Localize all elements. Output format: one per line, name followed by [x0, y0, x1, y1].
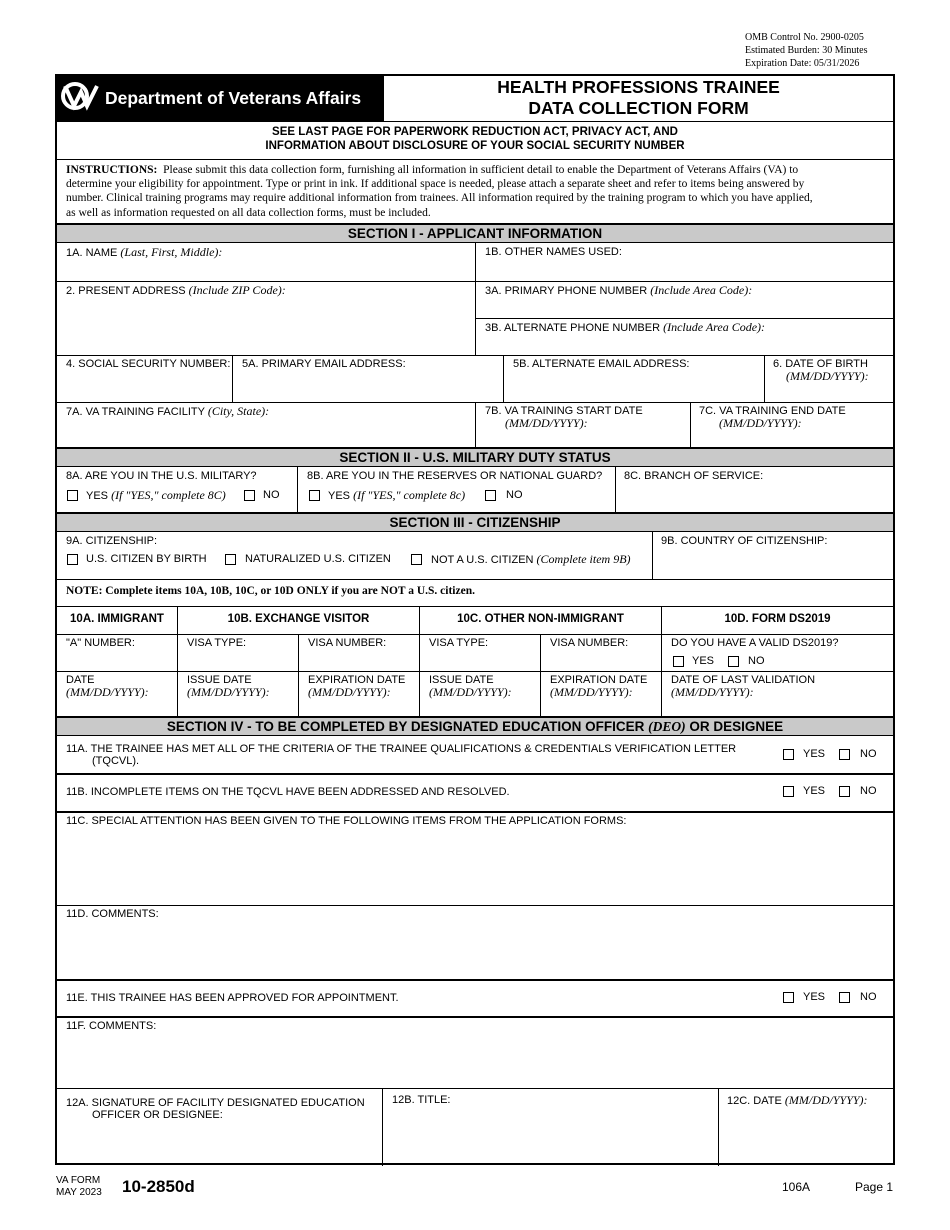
privacy-notice-line1: SEE LAST PAGE FOR PAPERWORK REDUCTION ACT, PRIVACY ACT, AND [272, 126, 678, 138]
field-10c-visa-type[interactable] [429, 637, 488, 649]
field-7c-label: 7C. VA TRAINING END DATE [699, 405, 846, 417]
label-8a-yes-hint: (If "YES," complete 8C) [111, 488, 226, 502]
field-10a-date[interactable] [66, 674, 149, 699]
field-10b-issue-label: ISSUE DATE [187, 674, 252, 686]
field-10b-exp-label: EXPIRATION DATE [308, 674, 406, 686]
privacy-notice [57, 125, 893, 153]
footer-va-form: VA FORM [56, 1175, 101, 1186]
field-11f-label: 11F. COMMENTS: [66, 1020, 157, 1032]
field-12b-label: 12B. TITLE: [392, 1094, 451, 1106]
footer-form-id [56, 1175, 102, 1199]
field-1a-label: 1A. NAME [66, 247, 121, 259]
field-3b-label: 3B. ALTERNATE PHONE NUMBER [485, 322, 664, 334]
field-9b-country[interactable] [661, 535, 827, 547]
field-3a-label: 3A. PRIMARY PHONE NUMBER [485, 285, 651, 297]
field-ds2019-question: DO YOU HAVE A VALID DS2019? [671, 637, 839, 649]
header-10c: 10C. OTHER NON-IMMIGRANT [457, 613, 624, 625]
field-5b-alternate-email[interactable] [513, 358, 689, 370]
section4-title: SECTION IV - TO BE COMPLETED BY DESIGNATED EDUCATION OFFICER [166, 719, 649, 734]
field-1b-label: 1B. OTHER NAMES USED: [485, 246, 622, 258]
field-12a-line2: OFFICER OR DESIGNEE: [92, 1109, 223, 1121]
header-10b: 10B. EXCHANGE VISITOR [227, 613, 370, 625]
instructions-line2: determine your eligibility for appointment. Type or print in ink. If additional space is needed, please attach a separate sheet and refer to items being answered by [66, 178, 805, 191]
field-11a-label [66, 743, 736, 767]
field-9a-label: 9A. CITIZENSHIP: [66, 535, 158, 547]
field-10a-date-hint: (MM/DD/YYYY): [66, 685, 149, 699]
checkbox-11b-yes[interactable] [783, 786, 794, 797]
field-3a-hint: (Include Area Code): [650, 283, 753, 297]
checkbox-8a-yes[interactable] [67, 490, 78, 501]
field-10b-issue-date[interactable] [187, 674, 270, 699]
label-8b-yes-text: YES [328, 490, 354, 502]
field-10b-visa-type-label: VISA TYPE: [187, 637, 247, 649]
field-11a-line2: (TQCVL). [92, 755, 140, 767]
omb-burden: Estimated Burden: 30 Minutes [745, 45, 868, 56]
instructions-line4: as well as information requested on all data collection forms, must be included. [66, 206, 431, 219]
label-8a-yes-text: YES [86, 490, 112, 502]
field-8c-label: 8C. BRANCH OF SERVICE: [624, 470, 764, 482]
checkbox-us-citizen-birth[interactable] [67, 554, 78, 565]
field-7a-facility[interactable] [66, 405, 269, 418]
field-3b-hint: (Include Area Code): [663, 320, 766, 334]
omb-block [745, 31, 868, 70]
checkbox-11e-yes[interactable] [783, 992, 794, 1003]
checkbox-naturalized[interactable] [225, 554, 236, 565]
section2-header: SECTION II - U.S. MILITARY DUTY STATUS [57, 447, 893, 467]
field-8b-label: 8B. ARE YOU IN THE RESERVES OR NATIONAL GUARD? [307, 470, 603, 482]
field-8a-label: 8A. ARE YOU IN THE U.S. MILITARY? [66, 470, 257, 482]
field-12b-title[interactable] [392, 1094, 451, 1106]
field-a-number[interactable] [66, 637, 135, 649]
label-ds2019-yes: YES [692, 655, 715, 667]
field-11c-label: 11C. SPECIAL ATTENTION HAS BEEN GIVEN TO THE FOLLOWING ITEMS FROM THE APPLICATION FORMS: [66, 815, 627, 827]
field-3b-alternate-phone[interactable] [485, 321, 765, 334]
field-1a-hint: (Last, First, Middle): [120, 245, 223, 259]
field-12a-line1: 12A. SIGNATURE OF FACILITY DESIGNATED EDUCATION [66, 1097, 365, 1109]
field-10c-exp-label: EXPIRATION DATE [550, 674, 648, 686]
field-10c-issue-hint: (MM/DD/YYYY): [429, 685, 512, 699]
citizenship-note: NOTE: Complete items 10A, 10B, 10C, or 10D ONLY if you are NOT a U.S. citizen. [66, 585, 475, 597]
field-7b-hint: (MM/DD/YYYY): [505, 416, 588, 430]
instructions-line1: Please submit this data collection form, furnishing all information in sufficient detail to enable the Department of Veterans Affairs (VA) to [163, 164, 799, 176]
field-12c-label: 12C. DATE [727, 1095, 785, 1107]
footer-date: MAY 2023 [56, 1187, 102, 1198]
field-11b-label: 11B. INCOMPLETE ITEMS ON THE TQCVL HAVE BEEN ADDRESSED AND RESOLVED. [66, 786, 510, 798]
label-8a-no: NO [263, 489, 280, 501]
label-ds2019-no: NO [748, 655, 765, 667]
label-11b-no: NO [860, 785, 877, 797]
field-11d-comments[interactable] [66, 908, 159, 920]
field-a-number-label: "A" NUMBER: [66, 637, 135, 649]
agency-name: Department of Veterans Affairs [105, 88, 362, 108]
field-1a-name[interactable] [66, 246, 222, 259]
field-12a-signature[interactable] [66, 1097, 365, 1121]
checkbox-11a-no[interactable] [839, 749, 850, 760]
label-8b-no: NO [506, 489, 523, 501]
field-6-label: 6. DATE OF BIRTH [773, 358, 868, 370]
field-10c-visa-number-label: VISA NUMBER: [550, 637, 629, 649]
field-10b-expiration-date[interactable] [308, 674, 405, 699]
field-10d-last-val-hint: (MM/DD/YYYY): [671, 685, 754, 699]
va-seal-icon [61, 80, 99, 112]
field-10d-last-val-label: DATE OF LAST VALIDATION [671, 674, 816, 686]
checkbox-ds2019-yes[interactable] [673, 656, 684, 667]
section4-title-deo: (DEO) [648, 719, 686, 734]
label-11e-no: NO [860, 991, 877, 1003]
field-5a-label: 5A. PRIMARY EMAIL ADDRESS: [242, 358, 406, 370]
checkbox-11a-yes[interactable] [783, 749, 794, 760]
field-4-ssn[interactable] [66, 358, 230, 370]
header-10d: 10D. FORM DS2019 [724, 613, 831, 625]
field-1b-other-names[interactable] [485, 246, 622, 258]
field-10c-issue-label: ISSUE DATE [429, 674, 494, 686]
checkbox-ds2019-no[interactable] [728, 656, 739, 667]
checkbox-8b-no[interactable] [485, 490, 496, 501]
field-10b-exp-hint: (MM/DD/YYYY): [308, 685, 391, 699]
form-title [384, 77, 893, 119]
section4-header [57, 716, 893, 736]
label-not-citizen-hint: (Complete item 9B) [536, 552, 631, 566]
field-10b-visa-number[interactable] [308, 637, 386, 649]
label-not-citizen-text: NOT A U.S. CITIZEN [431, 554, 537, 566]
form-page [55, 74, 895, 1165]
label-11a-yes: YES [803, 748, 826, 760]
field-2-address[interactable] [66, 284, 286, 297]
label-us-citizen-birth: U.S. CITIZEN BY BIRTH [86, 553, 207, 565]
form-title-line2: DATA COLLECTION FORM [528, 98, 749, 118]
field-11a-line1: 11A. THE TRAINEE HAS MET ALL OF THE CRITERIA OF THE TRAINEE QUALIFICATIONS & CREDENTIALS VERIFICATION LETTER [66, 743, 737, 755]
field-6-hint: (MM/DD/YYYY): [786, 369, 869, 383]
field-5b-label: 5B. ALTERNATE EMAIL ADDRESS: [513, 358, 690, 370]
section3-header: SECTION III - CITIZENSHIP [57, 512, 893, 532]
checkbox-11e-no[interactable] [839, 992, 850, 1003]
section4-title-tail: OR DESIGNEE [685, 719, 784, 734]
field-7c-hint: (MM/DD/YYYY): [719, 416, 802, 430]
field-11c-special-attention[interactable] [66, 815, 627, 827]
field-12c-date[interactable] [727, 1094, 868, 1107]
label-8b-yes [328, 489, 465, 502]
instructions-line3: number. Clinical training programs may require additional information from trainees. All information required by the training program to which you have applied, [66, 192, 813, 205]
field-7c-end-date[interactable] [699, 405, 846, 430]
checkbox-8b-yes[interactable] [309, 490, 320, 501]
field-7a-hint: (City, State): [207, 404, 270, 418]
field-10d-last-validation[interactable] [671, 674, 815, 699]
footer-form-number: 10-2850d [122, 1177, 195, 1196]
field-11d-label: 11D. COMMENTS: [66, 908, 159, 920]
field-11e-label: 11E. THIS TRAINEE HAS BEEN APPROVED FOR APPOINTMENT. [66, 992, 399, 1004]
label-11a-no: NO [860, 748, 877, 760]
field-5a-primary-email[interactable] [242, 358, 406, 370]
field-11f-comments[interactable] [66, 1020, 156, 1032]
field-6-dob[interactable] [773, 358, 869, 383]
field-4-label: 4. SOCIAL SECURITY NUMBER: [66, 358, 231, 370]
field-3a-primary-phone[interactable] [485, 284, 752, 297]
field-10a-date-label: DATE [66, 674, 95, 686]
privacy-notice-line2: INFORMATION ABOUT DISCLOSURE OF YOUR SOCIAL SECURITY NUMBER [265, 140, 685, 152]
label-naturalized: NATURALIZED U.S. CITIZEN [245, 553, 391, 565]
field-7b-start-date[interactable] [485, 405, 643, 430]
checkbox-not-citizen[interactable] [411, 554, 422, 565]
field-2-hint: (Include ZIP Code): [188, 283, 286, 297]
omb-control: OMB Control No. 2900-0205 [745, 32, 864, 43]
field-10c-exp-hint: (MM/DD/YYYY): [550, 685, 633, 699]
field-10c-visa-number[interactable] [550, 637, 628, 649]
checkbox-8a-no[interactable] [244, 490, 255, 501]
field-9b-label: 9B. COUNTRY OF CITIZENSHIP: [661, 535, 828, 547]
label-8b-yes-hint: (If "YES," complete 8c) [353, 488, 466, 502]
header-10a: 10A. IMMIGRANT [70, 613, 164, 625]
field-8c-branch[interactable] [624, 470, 763, 482]
field-7a-label: 7A. VA TRAINING FACILITY [66, 406, 208, 418]
field-10b-visa-type[interactable] [187, 637, 246, 649]
instructions [66, 163, 888, 220]
field-2-label: 2. PRESENT ADDRESS [66, 285, 189, 297]
section1-header: SECTION I - APPLICANT INFORMATION [57, 223, 893, 243]
field-10b-issue-hint: (MM/DD/YYYY): [187, 685, 270, 699]
field-7b-label: 7B. VA TRAINING START DATE [485, 405, 643, 417]
va-header-banner [57, 76, 383, 121]
instructions-label: INSTRUCTIONS: [66, 164, 158, 176]
field-10b-visa-number-label: VISA NUMBER: [308, 637, 387, 649]
label-11b-yes: YES [803, 785, 826, 797]
label-11e-yes: YES [803, 991, 826, 1003]
field-10c-issue-date[interactable] [429, 674, 512, 699]
label-not-citizen [431, 553, 631, 566]
field-10c-expiration-date[interactable] [550, 674, 647, 699]
footer-page: Page 1 [855, 1180, 894, 1194]
footer-code: 106A [782, 1180, 811, 1194]
field-12c-hint: (MM/DD/YYYY): [784, 1093, 868, 1107]
label-8a-yes [86, 489, 226, 502]
omb-expiration: Expiration Date: 05/31/2026 [745, 58, 860, 69]
field-10c-visa-type-label: VISA TYPE: [429, 637, 489, 649]
checkbox-11b-no[interactable] [839, 786, 850, 797]
form-title-line1: HEALTH PROFESSIONS TRAINEE [497, 77, 780, 97]
